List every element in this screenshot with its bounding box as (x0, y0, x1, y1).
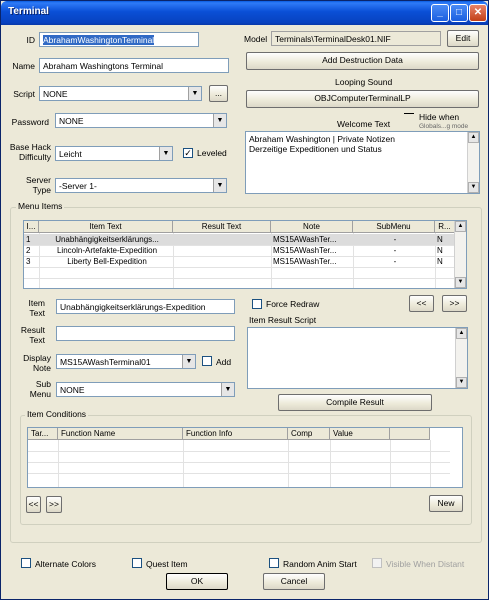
password-label: Password (11, 117, 49, 127)
script-scrollbar[interactable] (455, 328, 467, 388)
scroll-up-icon[interactable]: ▲ (468, 132, 479, 143)
welcome-line-1: Abraham Washington | Private Notizen (249, 134, 395, 144)
scroll-up-icon[interactable]: ▲ (456, 328, 467, 339)
menu-items-list[interactable] (23, 220, 467, 289)
server-label-1: Server (25, 175, 51, 185)
col-header-r[interactable]: R... (435, 221, 455, 233)
result-text-label-1: Result (20, 325, 45, 335)
force-redraw-label: Force Redraw (266, 299, 320, 309)
welcome-line-2: Derzeitige Expeditionen und Status (249, 144, 382, 154)
leveled-checkbox[interactable]: ✓ (184, 148, 192, 158)
quest-item-checkbox[interactable] (132, 558, 142, 568)
col-header-function-info[interactable]: Function Info (183, 428, 288, 440)
hide-when-checkbox[interactable] (404, 113, 414, 114)
item-result-script-label: Item Result Script (249, 315, 317, 325)
submenu-label-2: Menu (29, 389, 51, 399)
table-row[interactable]: 1 Unabhängigkeitserklärungs... MS15AWashTer... - N (24, 234, 456, 245)
col-header-extra[interactable] (390, 428, 430, 440)
menu-items-scrollbar[interactable] (454, 221, 466, 288)
display-note-label-2: Note (33, 363, 51, 373)
item-result-script-textarea[interactable] (247, 327, 468, 389)
item-text-label-2: Text (29, 308, 45, 318)
force-redraw-checkbox[interactable] (252, 299, 262, 309)
leveled-label: Leveled (197, 148, 227, 158)
welcome-text-label: Welcome Text (337, 119, 391, 129)
item-conditions-label: Item Conditions (27, 409, 87, 419)
hide-when-label: Hide when (419, 112, 460, 122)
minimize-icon[interactable]: _ (431, 4, 449, 22)
random-anim-start-checkbox[interactable] (269, 558, 279, 568)
display-note-select[interactable]: MS15AWashTerminal01 ▼ (56, 354, 196, 369)
col-header-result-text[interactable]: Result Text (173, 221, 271, 233)
col-header-value[interactable]: Value (330, 428, 390, 440)
visible-when-distant-label: Visible When Distant (386, 559, 465, 569)
col-header-function-name[interactable]: Function Name (58, 428, 183, 440)
cancel-button[interactable]: Cancel (263, 573, 325, 590)
table-row[interactable]: 3 Liberty Bell-Expedition MS15AWashTer... - N (26, 257, 443, 266)
id-label: ID (26, 35, 35, 45)
hack-difficulty-select[interactable]: Leicht ▼ (55, 146, 173, 161)
welcome-textarea[interactable] (245, 131, 480, 194)
model-label: Model (244, 34, 268, 44)
script-label: Script (13, 89, 35, 99)
new-condition-button[interactable]: New (429, 495, 463, 512)
looping-sound-label: Looping Sound (335, 77, 393, 87)
compile-result-button[interactable]: Compile Result (278, 394, 432, 411)
visible-when-distant-checkbox (372, 558, 382, 568)
col-header-submenu[interactable]: SubMenu (353, 221, 435, 233)
dropdown-arrow-icon[interactable]: ▼ (159, 147, 172, 160)
item-text-input[interactable]: Unabhängigkeitserklärungs-Expedition (56, 299, 235, 314)
add-destruction-button[interactable]: Add Destruction Data (246, 52, 479, 70)
hack-label-1: Base Hack (9, 142, 51, 152)
add-checkbox[interactable] (202, 356, 212, 366)
title-bar[interactable] (1, 1, 488, 25)
dropdown-arrow-icon[interactable]: ▼ (213, 114, 226, 127)
ok-button[interactable]: OK (166, 573, 228, 590)
quest-item-label: Quest Item (146, 559, 188, 569)
edit-button[interactable]: Edit (447, 30, 479, 47)
scroll-down-icon[interactable]: ▼ (455, 277, 466, 288)
script-browse-button[interactable]: ... (209, 85, 228, 102)
name-input[interactable]: Abraham Washingtons Terminal (39, 58, 229, 73)
col-header-note[interactable]: Note (271, 221, 353, 233)
server-type-select[interactable]: -Server 1- ▼ (55, 178, 227, 193)
display-note-label-1: Display (23, 353, 51, 363)
submenu-label-1: Sub (35, 379, 51, 389)
random-anim-start-label: Random Anim Start (283, 559, 357, 569)
conditions-prev-button[interactable]: << (26, 496, 41, 513)
alternate-colors-checkbox[interactable] (21, 558, 31, 568)
dropdown-arrow-icon[interactable]: ▼ (221, 383, 234, 396)
result-text-input[interactable] (56, 326, 235, 341)
scroll-down-icon[interactable]: ▼ (468, 182, 479, 193)
model-path: Terminals\TerminalDesk01.NIF (271, 31, 441, 46)
hide-when-label-2: Globals...g mode (419, 123, 469, 130)
col-header-index[interactable]: I... (24, 221, 39, 233)
menu-items-label: Menu Items (18, 201, 63, 211)
welcome-scrollbar[interactable] (467, 132, 479, 193)
conditions-list[interactable] (27, 427, 463, 488)
window-title: Terminal (8, 6, 49, 17)
id-input[interactable]: AbrahamWashingtonTerminal (39, 32, 199, 47)
conditions-next-button[interactable]: >> (46, 496, 62, 513)
scroll-down-icon[interactable]: ▼ (456, 377, 467, 388)
dropdown-arrow-icon[interactable]: ▼ (188, 87, 201, 100)
table-row[interactable]: 2 Lincoln-Artefakte-Expedition MS15AWashTer... - N (26, 246, 443, 255)
server-label-2: Type (32, 185, 51, 195)
script-select[interactable]: NONE ▼ (39, 86, 202, 101)
col-header-comp[interactable]: Comp (288, 428, 330, 440)
menu-next-button[interactable]: >> (442, 295, 467, 312)
scroll-up-icon[interactable]: ▲ (455, 221, 466, 232)
col-header-target[interactable]: Tar... (28, 428, 58, 440)
menu-prev-button[interactable]: << (409, 295, 434, 312)
maximize-icon[interactable]: □ (450, 4, 468, 22)
close-icon[interactable]: ✕ (469, 4, 487, 22)
add-label: Add (216, 357, 232, 367)
alternate-colors-label: Alternate Colors (35, 559, 96, 569)
result-text-label-2: Text (29, 335, 45, 345)
dropdown-arrow-icon[interactable]: ▼ (213, 179, 226, 192)
password-select[interactable]: NONE ▼ (55, 113, 227, 128)
item-text-label-1: Item (28, 298, 45, 308)
dropdown-arrow-icon[interactable]: ▼ (182, 355, 195, 368)
submenu-select[interactable]: NONE ▼ (56, 382, 235, 397)
name-label: Name (12, 61, 35, 71)
col-header-item-text[interactable]: Item Text (39, 221, 173, 233)
hack-label-2: Difficulty (19, 152, 51, 162)
looping-sound-button[interactable]: OBJComputerTerminalLP (246, 90, 479, 108)
